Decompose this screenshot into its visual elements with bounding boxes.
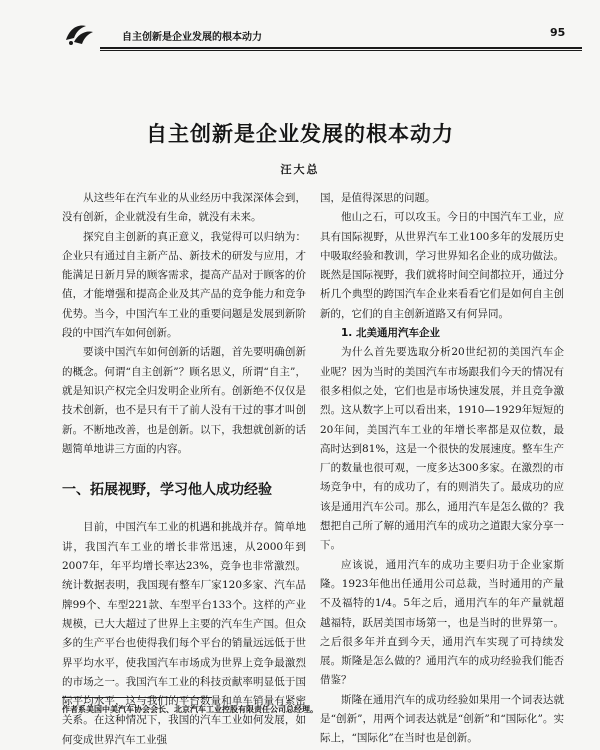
section-heading: 一、拓展视野，学习他人成功经验 — [62, 482, 272, 499]
author: 汪大总 — [280, 163, 320, 176]
paragraph-continued: 国，是值得深思的问题。 — [320, 192, 436, 204]
subsection-heading: 1. 北美通用汽车企业 — [341, 327, 440, 340]
paragraph: 应该说，通用汽车的成功主要归功于企业家斯隆。1923年他出任通用公司总裁，当时通用的产量不及福特的1/4。5年之后，通用汽车的年产量就超越福特，跃居美国市场第一，也是当时的世界第一。之后很多年并直到今天，通用汽车实现了可持续发展。斯隆是怎么做的？通用汽车的成功经验我们能否借鉴？ — [320, 558, 564, 687]
page-number: 95 — [550, 26, 566, 39]
journal-logo-icon — [64, 22, 94, 46]
paragraph: 探究自主创新的真正意义，我觉得可以归纳为：企业只有通过自主新产品、新技术的研发与应用，才能满足日新月异的顾客需求，提高产品对于顾客的价值，才能增强和提高企业及其产品的竞争能力和竞争优势。当今，中国汽车工业的重要问题是发展到新阶段的中国汽车如何创新。 — [62, 230, 306, 340]
right-column — [320, 189, 564, 749]
article-title: 自主创新是企业发展的根本动力 — [146, 121, 454, 146]
header-rule — [100, 47, 582, 49]
author-footnote: 作者系美国中美汽车协会会长、北京汽车工业控股有限责任公司总经理。 — [62, 705, 318, 714]
paragraph: 他山之石，可以攻玉。今日的中国汽车工业，应具有国际视野，从世界汽车工业100多年的发展历史中吸取经验和教训，学习世界知名企业的成功做法。既然是国际视野，我们就将时间空间都拉开，通过分析几个典型的跨国汽车企业来看看它们是如何自主创新的，它们的自主创新道路又有何异同。 — [320, 211, 564, 320]
paragraph: 为什么首先要选取分析20世纪初的美国汽车企业呢？因为当时的美国汽车市场跟我们今天的情况有很多相似之处，它们也是市场快速发展，并且竞争激烈。这从数字上可以看出来，1910—1929年短短的20年间，美国汽车工业的年增长率都是双位数，最高时达到81%，这是一个很快的发展速度。整车生产厂的数量也很可观，一度多达300多家。在激烈的市场竞争中，有的成功了，有的则消失了。最成功的应该是通用汽车公司。那么，通用汽车是怎么做的？我想把自己所了解的通用汽车的成功之道跟大家分享一下。 — [320, 346, 564, 552]
paragraph: 斯隆在通用汽车的成功经验如果用一个词表达就是“创新”，用两个词表达就是“创新”和“国际化”。实际上，“国际化”在当时也是创新。 — [320, 693, 564, 745]
paragraph: 要谈中国汽车如何创新的话题，首先要明确创新的概念。何谓“自主创新”？顾名思义，所谓“自主”，就是知识产权完全归发明企业所有。创新绝不仅仅是技术创新，也不是只有干了前人没有干过的事才叫创新。不断地改善，也是创新。以下，我想就创新的话题简单地讲三方面的内容。 — [62, 346, 306, 455]
left-column — [62, 189, 306, 750]
running-header — [18, 22, 582, 52]
paragraph: 目前，中国汽车工业的机遇和挑战并存。简单地讲，我国汽车工业的增长非常迅速，从2000年到2007年，年平均增长率达23%，竞争也非常激烈。统计数据表明，我国现有整车厂家120多家、汽车品牌99个、车型221款、车型平台133个。这样的产业规模，已大大超过了世界上主要的汽车生产国。但众多的生产平台也使得我们每个平台的销量远远低于世界平均水平，使我国汽车市场成为世界上竞争最激烈的市场之一。我国汽车工业的科技贡献率明显低于国际平均水平，这与我们的平台数量和单车销量有紧密关系。在这种情况下，我国的汽车工业如何发展，如何变成世界汽车工业强 — [62, 521, 306, 746]
header-rule-thin — [100, 50, 582, 51]
paragraph: 从这些年在汽车业的从业经历中我深深体会到，没有创新，企业就没有生命，就没有未来。 — [62, 192, 306, 224]
header-title: 自主创新是企业发展的根本动力 — [122, 32, 262, 43]
footnote-rule — [62, 697, 212, 698]
